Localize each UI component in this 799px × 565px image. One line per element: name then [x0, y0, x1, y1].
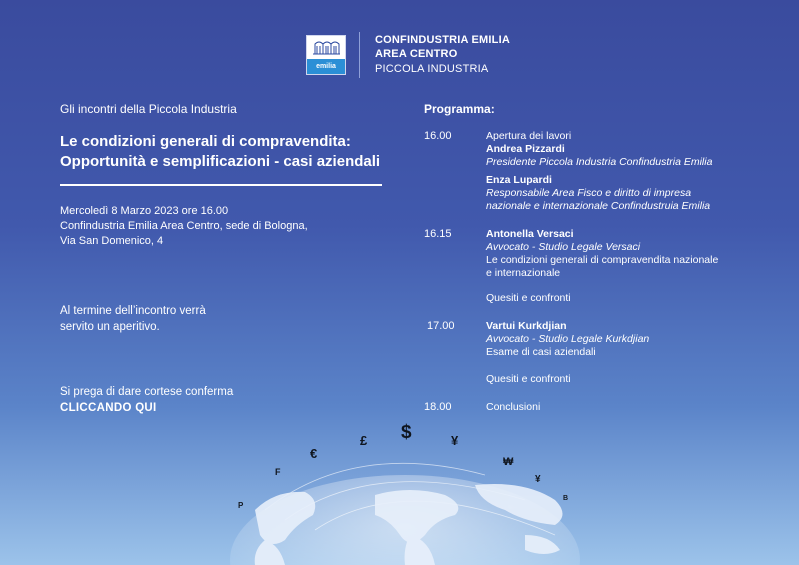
program-heading: Programma:	[424, 102, 495, 116]
program-time: 18.00	[424, 401, 452, 413]
speaker-name: Enza Lupardi	[486, 174, 552, 186]
program-qa: Quesiti e confronti	[486, 292, 571, 304]
program-item	[486, 228, 718, 305]
speaker-role: Responsabile Area Fisco e diritto di impresa	[486, 187, 692, 199]
currency-symbol: ¥	[451, 433, 459, 448]
program-time: 16.15	[424, 228, 452, 240]
program-topic: Le condizioni generali di compravendita nazionale	[486, 254, 719, 266]
speaker-name: Andrea Pizzardi	[486, 143, 565, 155]
event-address: Via San Domenico, 4	[60, 235, 164, 247]
speaker-role: Avvocato - Studio Legale Versaci	[486, 241, 641, 253]
program-topic: Esame di casi aziendali	[486, 346, 596, 358]
currency-symbol: $	[401, 422, 412, 443]
intro-text: Gli incontri della Piccola Industria	[60, 102, 237, 116]
emilia-logo	[306, 35, 346, 75]
org-area: AREA CENTRO	[375, 48, 458, 60]
event-title-line2: Opportunità e semplificazioni - casi aziendali	[60, 153, 381, 170]
register-link[interactable]: CLICCANDO QUI	[60, 402, 157, 414]
event-date: Mercoledì 8 Marzo 2023 ore 16.00	[60, 205, 229, 217]
program-item	[486, 130, 712, 213]
building-icon	[307, 36, 345, 58]
speaker-role: nazionale e internazionale Confindustruia Emilia	[486, 200, 711, 212]
program-item-title: Apertura dei lavori	[486, 130, 572, 142]
event-title-line1: Le condizioni generali di compravendita:	[60, 133, 351, 150]
globe-illustration	[225, 422, 585, 565]
org-name: CONFINDUSTRIA EMILIA	[375, 34, 510, 46]
program-item	[486, 320, 649, 386]
title-divider	[60, 184, 382, 186]
aperitivo-note-line1: Al termine dell’incontro verrà	[60, 305, 206, 317]
logo-label: emilia	[307, 59, 345, 74]
currency-symbol: F	[275, 467, 281, 477]
currency-symbol: P	[238, 501, 244, 510]
program-qa: Quesiti e confronti	[486, 373, 571, 385]
program-time: 16.00	[424, 130, 452, 142]
aperitivo-note-line2: servito un aperitivo.	[60, 321, 160, 333]
currency-symbol: ¥	[535, 474, 541, 485]
speaker-name: Antonella Versaci	[486, 228, 574, 240]
program-item-title: Conclusioni	[486, 401, 541, 413]
currency-symbol: €	[310, 446, 318, 461]
speaker-name: Vartui Kurkdjian	[486, 320, 567, 332]
currency-symbol: £	[360, 433, 368, 448]
event-title	[60, 132, 400, 172]
currency-symbol: ₩	[503, 456, 514, 468]
org-division: PICCOLA INDUSTRIA	[375, 63, 489, 75]
speaker-role: Avvocato - Studio Legale Kurkdjian	[486, 333, 650, 345]
speaker-role: Presidente Piccola Industria Confindustria Emilia	[486, 156, 713, 168]
program-time: 17.00	[427, 320, 455, 332]
header-divider	[359, 32, 360, 78]
currency-symbol: B	[563, 495, 569, 502]
program-topic: e internazionale	[486, 267, 561, 279]
confirm-text: Si prega di dare cortese conferma	[60, 386, 234, 398]
event-venue: Confindustria Emilia Area Centro, sede di Bologna,	[60, 220, 308, 232]
